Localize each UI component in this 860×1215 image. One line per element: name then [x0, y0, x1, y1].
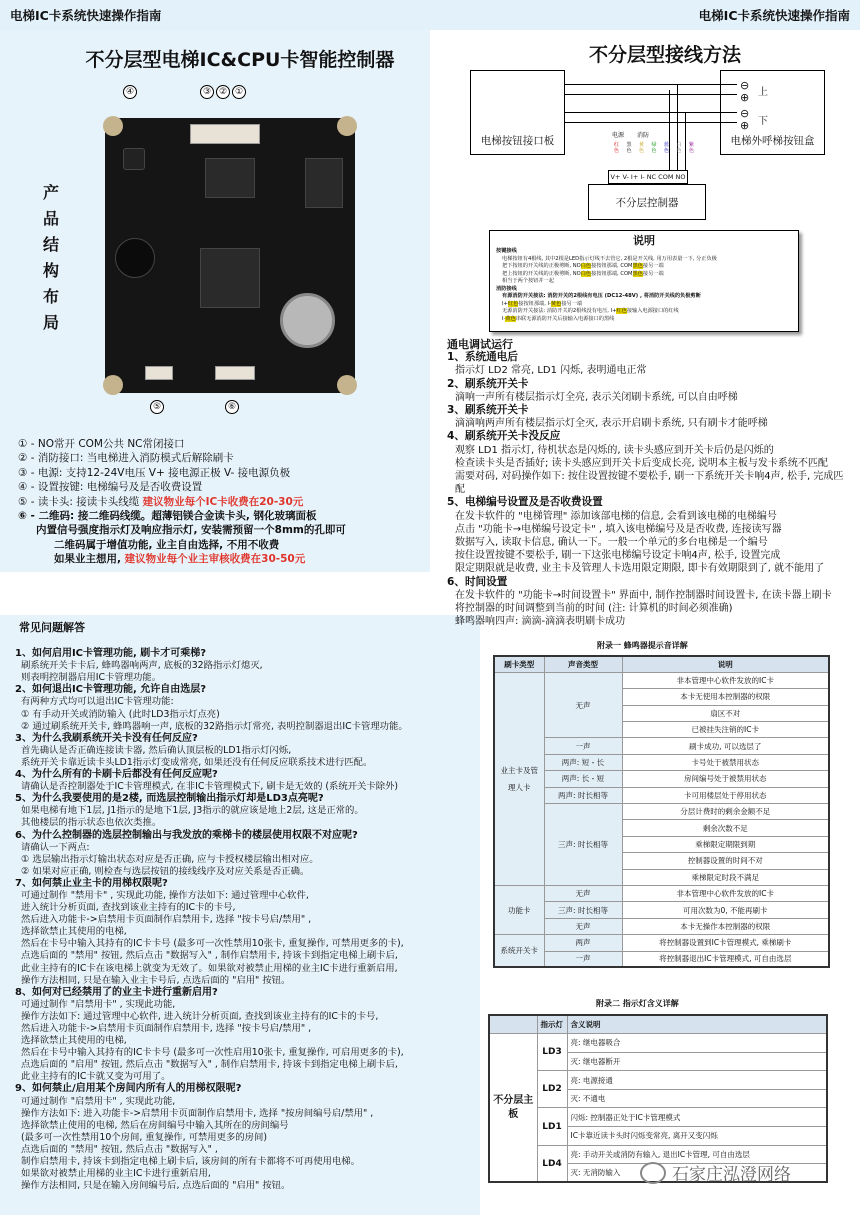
table-row: 不分层主板 LD3 亮: 继电器吸合: [489, 1034, 827, 1053]
debug-step-text: 滴滴响两声所有楼层指示灯全灭, 表示开启刷卡系统, 只有刷卡才能呼梯: [455, 418, 768, 430]
debug-step-text: 在发卡软件的 "功能卡→时间设置卡" 界面中, 制作控制器时间设置卡, 在读卡器上刷卡: [455, 589, 832, 601]
faq-question: 3、为什么我刷系统开关卡没有任何反应?: [15, 732, 198, 744]
callout-3: ③: [200, 85, 214, 99]
spec-item: ③ - 电源: 支持12-24V电压 V+ 接电源正极 V- 接电源负极: [18, 466, 291, 479]
spec-list: [18, 437, 428, 567]
table-row: 扇区不对: [494, 705, 829, 721]
note-line: 无源消防开关接法: 消防开关的2根线没有电压, I+红色接输入电源接口的红线: [502, 308, 679, 314]
mount-hole: [337, 375, 357, 395]
wire: [565, 122, 737, 123]
qr-connector: [215, 366, 255, 380]
debug-step-text: 将控制器的时间调整到当前的时间 (注: 计算机的时间必须准确): [455, 603, 733, 615]
debug-step-title: 6、时间设置: [447, 575, 508, 588]
reader-connector: [145, 366, 173, 380]
spec-item: 二维码属于增值功能, 业主自由选择, 不用不收费: [54, 538, 280, 551]
table-row: 灭: 不通电: [489, 1089, 827, 1108]
debug-step-text: 观察 LD1 指示灯, 待机状态是闪烁的, 读卡头感应到开关卡后仍是闪烁的: [455, 444, 774, 456]
faq-question: 8、如何对已经禁用了的业主卡进行重新启用?: [15, 986, 218, 998]
up-label: 上: [758, 87, 768, 98]
faq-answer: 请确认是否控制器处于IC卡管理模式, 在非IC卡管理模式下, 刷卡是无效的 (系统开关卡除外): [21, 781, 399, 793]
outside-call-box: 电梯外呼梯按钮盒: [720, 70, 825, 155]
watermark-text: 石家庄泓澄网络: [672, 1165, 791, 1185]
faq-answer: 可通过制作 "禁用卡" , 实现此功能, 操作方法如下: 通过管理中心软件,: [21, 889, 309, 901]
faq-answer: 然后在卡号中输入其持有的IC卡卡号 (最多可一次性禁用10张卡, 重复操作, 可禁用更多的卡),: [21, 938, 404, 950]
callout-5: ⑤: [150, 400, 164, 414]
header-title-left: 电梯IC卡系统快速操作指南: [10, 8, 162, 23]
callout-2: ②: [216, 85, 230, 99]
table-row: 无声 本卡无操作本控制器的权限: [494, 918, 829, 934]
note-line: 有源消防开关接法: 消防开关的2根线有电压 (DC12-48V) , 将消防开关线的负极剪断: [502, 293, 701, 299]
table-row: 控制器设置的时间不对: [494, 853, 829, 869]
table-row: 灭: 无消防输入: [489, 1164, 827, 1183]
table-header-row: 刷卡类型 声音类型 说明: [494, 656, 829, 672]
note-line: 电梯按钮有4根线, 其中2根是LED指示灯线不去管它, 2根是开关线, 用万用表量一下, 分正负极: [502, 255, 717, 262]
faq-answer: 制作启禁用卡, 持该卡到指定电梯上刷卡后, 该房间的所有卡都将不可再使用电梯。: [21, 1156, 360, 1168]
watermark: [640, 1160, 791, 1185]
spec-item: ② - 消防接口: 当电梯进入消防模式后解除刷卡: [18, 452, 234, 465]
table-row: 一声 将控制器退出IC卡管理模式, 可自由选层: [494, 951, 829, 967]
relay-connector: [190, 124, 260, 144]
faq-answer: 操作方法如下: 进入功能卡->启禁用卡页面制作启禁用卡, 选择 "按房间编号启/禁用" ,: [21, 1107, 374, 1119]
faq-answer: 则表明控制器启用IC卡管理功能。: [21, 672, 162, 684]
table-row: 三声: 时长相等 分层计费时的剩余金额不足: [494, 804, 829, 820]
led-table: [488, 1014, 828, 1183]
table-row: 业主卡及管理人卡 无声 非本管理中心软件发放的IC卡: [494, 672, 829, 688]
faq-answer: 如果欲对被禁止用梯的业主IC卡进行重新启用,: [21, 1168, 211, 1180]
spec-item: ⑥ - 二维码: 接二维码线缆。超薄铝镁合金读卡头, 钢化玻璃面板: [18, 510, 317, 523]
faq-answer: 操作方法相同, 只是在输入业主卡号后, 点选后面的 "启用" 按钮。: [21, 974, 291, 986]
faq-answer: 操作方法相同, 只是在输入房间编号后, 点选后面的 "启用" 按钮。: [21, 1180, 291, 1192]
spec-item: ⑤ - 读卡头: 接读卡头线缆 建议物业每个IC卡收费在20-30元: [18, 495, 304, 508]
faq-answer: 然后进入功能卡->启禁用卡页面制作启禁用卡, 选择 "按卡号启/禁用" ,: [21, 1023, 312, 1034]
faq-question: 5、为什么我要使用的是2楼, 而选层控制输出指示灯却是LD3点亮呢?: [15, 793, 324, 805]
product-title: 不分层型电梯IC&CPU卡智能控制器: [85, 49, 395, 71]
callout-6: ⑥: [225, 400, 239, 414]
wire: [669, 90, 670, 178]
debug-step-text: 蜂鸣器响四声: 滴滴-滴滴表明刷卡成功: [455, 616, 626, 628]
debug-step-title: 3、刷系统开关卡: [447, 404, 529, 417]
faq-question: 1、如何启用IC卡管理功能, 刷卡才可乘梯?: [15, 648, 207, 660]
debug-step-title: 2、刷系统开关卡: [447, 377, 529, 390]
faq-question: 4、为什么所有的卡刷卡后都没有任何反应呢?: [15, 769, 218, 781]
callout-1: ①: [232, 85, 246, 99]
debug-step-text: 需要对码, 对码操作如下: 按住设置按键不要松手, 刷一下系统开关卡响4声, 松手, 完成匹配: [455, 471, 844, 496]
faq-answer: 此业主持有的IC卡就又变为可用了。: [21, 1071, 171, 1083]
wiring-title: 不分层型接线方法: [588, 44, 741, 66]
faq-answer: 然后在卡号中输入其持有的IC卡卡号 (最多可一次性启用10张卡, 重复操作, 可启用更多的卡),: [21, 1047, 404, 1059]
group-fire-label: 消防: [637, 132, 650, 139]
debug-step-text: 在发卡软件的 "电梯管理" 添加该部电梯的信息, 会看到该电梯的电梯编号: [455, 510, 777, 522]
faq-answer: 可通过制作 "启禁用卡" , 实现此功能,: [21, 1095, 176, 1107]
wire: [677, 84, 678, 178]
debug-step-title: 1、系统通电后: [447, 351, 518, 364]
spec-item: ④ - 设置按键: 电梯编号及是否收费设置: [18, 481, 203, 494]
faq-answer: 可通过制作 "启禁用卡" , 实现此功能,: [21, 998, 176, 1010]
debug-step-text: 检查读卡头是否插好; 读卡头感应到开关卡后变成长亮, 说明本主板与发卡系统不匹配: [455, 457, 828, 469]
pcb-board-image: [105, 118, 355, 393]
header-title-right: 电梯IC卡系统快速操作指南: [698, 8, 850, 23]
wechat-icon: [640, 1162, 666, 1184]
debug-section: [447, 338, 852, 628]
debug-step-text: 滴响一声所有楼层指示灯全亮, 表示关闭刷卡系统, 可以自由呼梯: [455, 391, 738, 403]
wire-color-labels: 红色 黑色 黄色 绿色 蓝色 白色 紫色: [614, 142, 695, 154]
table1-caption: 附录一 蜂鸣器提示音详解: [597, 641, 688, 650]
faq-answer: 然后进入功能卡->启禁用卡页面制作启禁用卡, 选择 "按卡号启/禁用" ,: [21, 914, 312, 926]
debug-title: 通电调试运行: [447, 338, 513, 351]
faq-answer: 选择欲禁止其使用的电梯,: [21, 1035, 127, 1047]
faq-section: [15, 622, 475, 1192]
note-line: I-黄色串联无源消防开关后接输入电源接口的黑线: [502, 315, 615, 322]
button-interface-box: 电梯按钮接口板: [470, 70, 565, 155]
mount-hole: [103, 116, 123, 136]
buzzer: [115, 238, 155, 278]
callout-4: ④: [123, 85, 137, 99]
debug-step-text: 点击 "功能卡→电梯编号设定卡" , 填入该电梯编号及是否收费, 连接读写器: [455, 523, 782, 535]
faq-question: 7、如何禁止业主卡的用梯权限呢?: [15, 877, 168, 889]
faq-answer: 操作方法如下: 通过管理中心软件, 进入统计分析页面, 查找到该业主持有的IC卡的卡号,: [21, 1010, 379, 1022]
debug-step-text: 指示灯 LD2 常亮, LD1 闪烁, 表明通电正常: [455, 365, 647, 377]
wire: [565, 94, 737, 95]
table-row: IC卡靠近读卡头时闪烁变常亮, 离开又变闪烁: [489, 1127, 827, 1146]
table-row: 三声: 时长相等 可用次数为0, 不能再刷卡: [494, 902, 829, 918]
faq-answer: 有两种方式均可以退出IC卡管理功能:: [21, 696, 174, 708]
faq-answer: 系统开关卡靠近读卡头LD1指示灯变成常亮, 如果还没有任何反应联系技术进行匹配。: [21, 756, 373, 768]
note-line: 消防接线: [496, 285, 517, 292]
controller-terminals: V+ V- I+ I- NC COM NO: [608, 170, 688, 184]
debug-step-text: 限定期限就是收费, 业主卡及管理人卡选用限定期限, 即卡有效期限到了, 就不能用了: [455, 563, 825, 575]
note-line: 把下按钮的开关线的正极剪断, NO白色接按钮那端, COM黑色接另一端: [502, 263, 664, 269]
spec-item: 内置信号强度指示灯及响应指示灯, 安装需预留一个8mm的孔即可: [36, 524, 346, 537]
spec-item: 如果业主想用, 建议物业每个业主审核收费在30-50元: [54, 553, 306, 566]
faq-answer: 点选后面的 "禁用" 按钮, 然后点击 "数据写入" ,: [21, 1143, 218, 1155]
faq-answer: ② 如果对应正确, 则检查与选层按钮的接线线序及对应关系是否正确。: [21, 865, 310, 877]
debug-step-title: 4、刷系统开关卡没反应: [447, 430, 561, 443]
faq-answer: 选择欲禁止其使用的电梯,: [21, 926, 127, 938]
table2-caption: 附录二 指示灯含义详解: [596, 999, 679, 1008]
table-row: LD4 亮: 手动开关或消防有输入, 退出IC卡管理, 可自由选层: [489, 1145, 827, 1164]
faq-answer: 首先确认是否正确连接读卡器, 然后确认顶层板的LD1指示灯闪烁,: [21, 744, 292, 756]
structure-vertical-label: 产品结构布局: [42, 183, 59, 332]
faq-answer: (最多可一次性禁用10个房间, 重复操作, 可禁用更多的房间): [21, 1131, 267, 1143]
controller-box: 不分层控制器: [588, 184, 706, 220]
buzzer-table: [493, 655, 830, 968]
coin-battery: [280, 293, 335, 348]
table-row: 乘梯限定期限到期: [494, 836, 829, 852]
table-row: 本卡无使用本控制器的权限: [494, 689, 829, 705]
table-header-row: 指示灯 含义说明: [489, 1015, 827, 1034]
table-row: 乘梯限定时段不满足: [494, 869, 829, 885]
wire: [565, 112, 737, 113]
mcu-chip: [200, 248, 260, 308]
faq-answer: 其他楼层的指示状态也依次类推。: [21, 817, 162, 829]
faq-answer: ① 有手动开关或消防输入 (此时LD3指示灯点亮): [21, 708, 220, 720]
faq-title: 常见问题解答: [19, 621, 85, 634]
table-row: 功能卡 无声 非本管理中心软件发放的IC卡: [494, 885, 829, 901]
table-row: 灭: 继电器断开: [489, 1052, 827, 1071]
faq-answer: 点选后面的 "禁用" 按钮, 然后点击 "数据写入" , 制作启禁用卡, 持该卡到指定电梯上刷卡后,: [21, 950, 398, 962]
faq-answer: ② 通过刷系统开关卡, 蜂鸣器响一声, 底板的32路指示灯常亮, 表明控制器退出IC卡管理功能。: [21, 720, 408, 732]
faq-answer: 请确认一下两点:: [21, 841, 90, 853]
note-line: 把上按钮的开关线的正极剪断, NO白色接按钮那端, COM黑色接另一端: [502, 270, 664, 277]
faq-question: 6、为什么控制器的选层控制输出与我发放的乘梯卡的楼层使用权限不对应呢?: [15, 829, 358, 841]
note-line: 按键接线: [496, 248, 517, 254]
table-row: 两声: 时长相等 卡可用楼层处于停用状态: [494, 787, 829, 803]
faq-answer: 如果电梯有地下1层, J1指示的是地下1层, J3指示的就应该是地上2层, 这是正常的。: [21, 805, 364, 817]
note-line: I+红色接按钮那端, I-黄色接另一端: [502, 300, 583, 307]
faq-question: 9、如何禁止/启用某个房间内所有人的用梯权限呢?: [15, 1083, 242, 1095]
spec-item: ① - NO常开 COM公共 NC常闭接口: [18, 438, 185, 450]
table-row: 两声: 长 - 短 房间编号处于被禁用状态: [494, 771, 829, 787]
wire: [565, 84, 737, 85]
group-power-label: 电源: [612, 132, 625, 139]
faq-answer: 点选后面的 "启用" 按钮, 然后点击 "数据写入" , 制作启禁用卡, 持该卡到指定电梯上刷卡后,: [21, 1059, 398, 1071]
table-row: 系统开关卡 两声 将控制器设置到IC卡管理模式, 乘梯刷卡: [494, 935, 829, 951]
table-row: 两声: 短 - 长 卡号处于被禁用状态: [494, 754, 829, 770]
note-line: 相当于两个按钮并一起: [502, 278, 554, 284]
faq-answer: 进入统计分析页面, 查找到该业主持有的IC卡的卡号,: [21, 902, 236, 914]
debug-step-text: 按住设置按键不要松手, 刷一下这张电梯编号设定卡响4声, 松手, 设置完成: [455, 550, 781, 562]
table-row: LD1 闪烁: 控制器正处于IC卡管理模式: [489, 1108, 827, 1127]
table-row: 剩余次数不足: [494, 820, 829, 836]
note-title: 说明: [633, 234, 655, 247]
down-label: 下: [758, 116, 768, 127]
setting-button-component: [123, 148, 145, 170]
table-row: 一声 刷卡成功, 可以选层了: [494, 738, 829, 754]
table-row: 已被挂失注销的IC卡: [494, 722, 829, 738]
wiring-note: [489, 230, 799, 332]
regulator-chip: [305, 158, 343, 208]
faq-question: 2、如何退出IC卡管理功能, 允许自由选层?: [15, 684, 207, 696]
down-button-symbol: ⊖ ⊕: [740, 107, 750, 132]
page-header: [0, 0, 860, 30]
debug-step-text: 数据写入, 读取卡信息, 确认一下。一般一个单元的多台电梯是一个编号: [455, 537, 768, 549]
table-row: LD2 亮: 电源接通: [489, 1071, 827, 1090]
mount-hole: [103, 375, 123, 395]
faq-answer: 此业主持有的IC卡在该电梯上就变为无效了。如果欲对被禁止用梯的业主IC卡进行重新启用,: [21, 962, 398, 974]
faq-answer: 选择欲禁止使用的电梯, 然后在房间编号中输入其所在的房间编号: [21, 1119, 289, 1131]
faq-answer: ① 选层输出指示灯输出状态对应是否正确, 应与卡授权楼层输出相对应。: [21, 853, 319, 865]
relay-chip: [205, 158, 255, 198]
faq-answer: 刷系统开关卡卡后, 蜂鸣器响两声, 底板的32路指示灯熄灭,: [21, 660, 263, 672]
up-button-symbol: ⊖ ⊕: [740, 79, 750, 104]
mount-hole: [337, 116, 357, 136]
debug-step-title: 5、电梯编号设置及是否收费设置: [447, 496, 603, 509]
